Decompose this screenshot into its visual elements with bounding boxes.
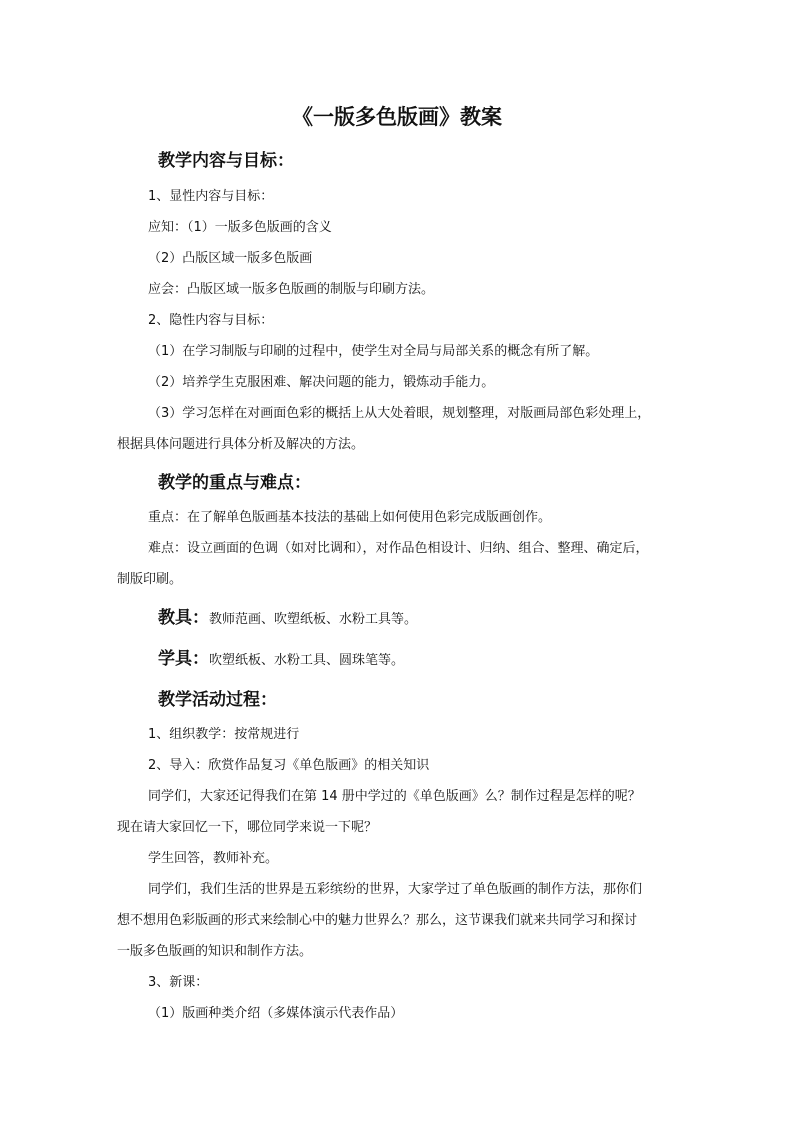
paragraph-line: 根据具体问题进行具体分析及解决的方法。	[117, 437, 365, 452]
paragraph-line: 重点：在了解单色版画基本技法的基础上如何使用色彩完成版画创作。	[148, 510, 552, 525]
paragraph-line: 应知：（1）一版多色版画的含义	[148, 220, 332, 235]
paragraph-line: 难点：设立画面的色调（如对比调和），对作品色相设计、归纳、组合、整理、确定后，	[148, 541, 649, 556]
paragraph-line: （2）凸版区域一版多色版画	[148, 251, 313, 266]
paragraph-line: （1）在学习制版与印刷的过程中，使学生对全局与局部关系的概念有所了解。	[148, 344, 599, 359]
paragraph-line: 3、新课：	[148, 975, 209, 990]
paragraph-line: 2、隐性内容与目标：	[148, 313, 274, 328]
document-title: 《一版多色版画》教案	[292, 104, 502, 129]
student-tools-label: 学具：	[158, 649, 209, 669]
paragraph-line: 学生回答，教师补充。	[148, 851, 279, 866]
teacher-tools-line	[158, 606, 417, 632]
teacher-tools-label: 教具：	[158, 608, 209, 628]
paragraph-line: （3）学习怎样在对画面色彩的概括上从大处着眼，规划整理，对版画局部色彩处理上，	[148, 406, 651, 421]
paragraph-line: 制版印刷。	[117, 572, 183, 587]
paragraph-line: 应会：凸版区域一版多色版画的制版与印刷方法。	[148, 282, 435, 297]
paragraph-line: 同学们，我们生活的世界是五彩缤纷的世界，大家学过了单色版画的制作方法，那你们	[148, 882, 643, 897]
paragraph-line: 现在请大家回忆一下，哪位同学来说一下呢？	[117, 820, 378, 835]
paragraph-line: 一版多色版画的知识和制作方法。	[117, 944, 313, 959]
section-heading-content-goals: 教学内容与目标：	[158, 151, 294, 171]
paragraph-line: 同学们，大家还记得我们在第 14 册中学过的《单色版画》么？制作过程是怎样的呢？	[148, 789, 641, 804]
section-heading-process: 教学活动过程：	[158, 690, 277, 710]
paragraph-line: 1、组织教学：按常规进行	[148, 727, 300, 742]
paragraph-line: 1、显性内容与目标：	[148, 189, 274, 204]
student-tools-text: 吹塑纸板、水粉工具、圆珠笔等。	[209, 653, 405, 668]
paragraph-line: 2、导入：欣赏作品复习《单色版画》的相关知识	[148, 758, 430, 773]
paragraph-line: （1）版画种类介绍（多媒体演示代表作品）	[148, 1006, 404, 1021]
section-heading-key-points: 教学的重点与难点：	[158, 473, 311, 493]
paragraph-line: （2）培养学生克服困难、解决问题的能力，锻炼动手能力。	[148, 375, 495, 390]
teacher-tools-text: 教师范画、吹塑纸板、水粉工具等。	[209, 612, 418, 627]
paragraph-line: 想不想用色彩版画的形式来绘制心中的魅力世界么？那么，这节课我们就来共同学习和探讨	[117, 913, 638, 928]
student-tools-line	[158, 647, 404, 673]
